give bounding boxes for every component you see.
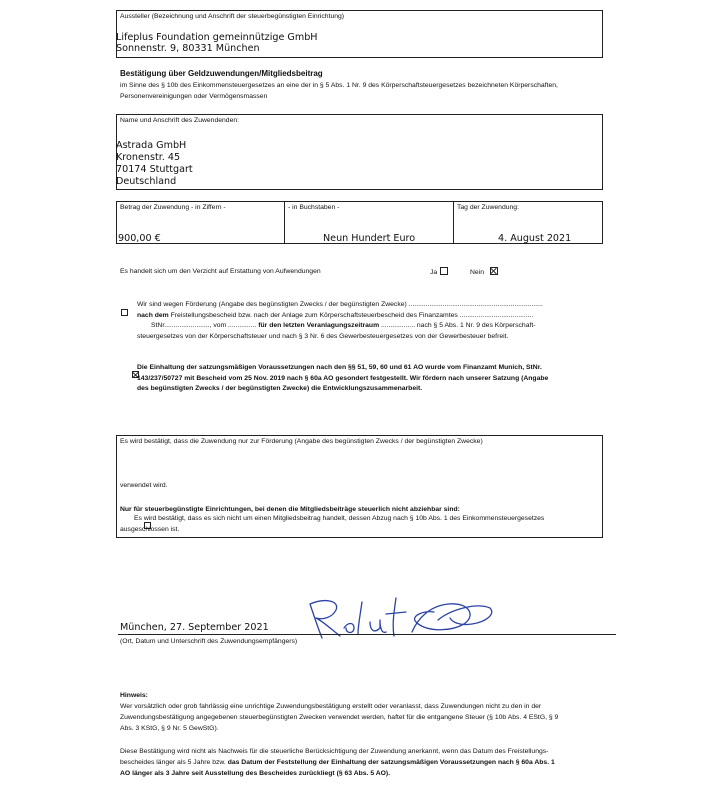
- option1-checkbox[interactable]: [121, 309, 128, 316]
- waiver-ja-checkbox[interactable]: [440, 267, 448, 275]
- issuer-name: Lifeplus Foundation gemeinnützige GmbH: [116, 32, 318, 43]
- donation-date-value: 4. August 2021: [498, 233, 572, 244]
- option1-line-3-rest: .................. nach § 5 Abs. 1 Nr. 9 des Körperschaft-: [379, 322, 536, 329]
- donor-label: Name und Anschrift des Zuwendenden:: [120, 117, 240, 124]
- members-line-1: Es wird bestätigt, dass es sich nicht um einen Mitgliedsbeitrag handelt, dessen Abzug nach § 10b Abs. 1 des Einkommensteuergesetzes: [134, 515, 545, 522]
- option1-line-2-rest: Freistellungsbescheid bzw. nach der Anlage zum Körperschaftsteuerbescheid des Finanzamtes .......................................: [168, 312, 534, 319]
- option1-period: für den letzten Veranlagungszeitraum: [258, 322, 380, 329]
- option2-line-1: Die Einhaltung der satzungsmäßigen Voraussetzungen nach den §§ 51, 59, 60 und 61 AO wurde vom Finanzamt Munich, StNr.: [137, 364, 542, 371]
- notice-p1-line-1: Wer vorsätzlich oder grob fahrlässig eine unrichtige Zuwendungsbestätigung erstellt oder veranlasst, dass Zuwendungen nicht zu den in der: [120, 703, 542, 710]
- members-line-2: ausgeschlossen ist.: [120, 526, 180, 533]
- signature-caption: (Ort, Datum und Unterschrift des Zuwendungsempfängers): [120, 638, 298, 645]
- document-title: Bestätigung über Geldzuwendungen/Mitgliedsbeitrag: [120, 69, 323, 78]
- option2-line-2: 143/237/50727 mit Bescheid vom 25 Nov. 2019 nach § 60a AO gesondert festgestellt. Wir fördern nach unserer Satzung (Angabe: [137, 375, 549, 382]
- notice-p2-line-2: [120, 758, 555, 768]
- waiver-ja-option[interactable]: [430, 267, 448, 278]
- option1-line-4: steuergesetzes von der Körperschaftsteuer und nach § 3 Nr. 6 des Gewerbesteuergesetzes von der Gewerbesteuer befreit.: [137, 333, 509, 340]
- donor-line-4: Deutschland: [116, 176, 177, 187]
- waiver-nein-option[interactable]: [470, 267, 498, 278]
- notice-p2-line-1: Diese Bestätigung wird nicht als Nachweis für die steuerliche Berücksichtigung der Zuwendung anerkannt, wenn das Datum des Freistellungs-: [120, 748, 549, 755]
- signature-line: [118, 634, 616, 635]
- confirm-line-1: Es wird bestätigt, dass die Zuwendung nur zur Förderung (Angabe des begünstigten Zwecks / der begünstigten Zwecke): [120, 438, 483, 445]
- notice-p1-line-2: Zuwendungsbestätigung angegebenen steuerbegünstigten Zwecken verwendet werden, haftet für die entgangene Steuer (§ 10b Abs. 4 EStG, § 9: [120, 714, 559, 721]
- amount-figures-value: 900,00 €: [118, 233, 161, 244]
- members-title: Nur für steuerbegünstigte Einrichtungen, bei denen die Mitgliedsbeiträge steuerlich nicht abziehbar sind:: [120, 506, 460, 513]
- notice-p1-line-3: Abs. 3 KStG, § 9 Nr. 5 GewStG).: [120, 725, 219, 732]
- option1-line-2: [137, 311, 533, 321]
- amount-divider-2: [453, 201, 454, 244]
- notice-p2-line-3: AO länger als 3 Jahre seit Ausstellung des Bescheides zurückliegt (§ 63 Abs. 5 AO).: [120, 770, 391, 777]
- amount-figures-label: Betrag der Zuwendung - in Ziffern -: [120, 204, 226, 211]
- donor-line-3: 70174 Stuttgart: [116, 164, 193, 175]
- waiver-ja-label: Ja: [430, 269, 438, 276]
- option1-nach-dem: nach dem: [137, 312, 169, 319]
- waiver-nein-label: Nein: [470, 269, 484, 276]
- notice-p2-line-2a: bescheides länger als 5 Jahre bzw.: [120, 759, 228, 766]
- notice-p2-line-2b: das Datum der Feststellung der Einhaltung der satzungsmäßigen Voraussetzungen nach § 60a Abs. 1: [227, 759, 555, 766]
- heading-line-2: Personenvereinigungen oder Vermögensmassen: [120, 93, 268, 100]
- option2-line-3: des begünstigten Zwecks / der begünstigten Zwecke) die Entwicklungszusammenarbeit.: [137, 385, 423, 392]
- donor-line-2: Kronenstr. 45: [116, 152, 181, 163]
- option1-stnr: StNr........................, vom ...............: [151, 322, 259, 329]
- signature-place-date: München, 27. September 2021: [120, 622, 269, 633]
- waiver-nein-checkbox[interactable]: [490, 267, 498, 275]
- confirm-used: verwendet wird.: [120, 482, 168, 489]
- handwritten-signature: [300, 592, 505, 644]
- amount-words-label: - in Buchstaben -: [288, 204, 340, 211]
- issuer-label: Aussteller (Bezeichnung und Anschrift der steuerbegünstigten Einrichtung): [120, 13, 345, 20]
- notice-title: Hinweis:: [120, 692, 148, 699]
- donor-line-1: Astrada GmbH: [116, 140, 187, 151]
- option1-line-3: [151, 321, 536, 331]
- option1-line-1: Wir sind wegen Förderung (Angabe des begünstigten Zwecks / der begünstigten Zwecke) .......................................................................: [137, 301, 543, 308]
- donation-date-label: Tag der Zuwendung:: [457, 204, 519, 211]
- waiver-question: Es handelt sich um den Verzicht auf Erstattung von Aufwendungen: [120, 268, 321, 275]
- heading-line-1: im Sinne des § 10b des Einkommensteuergesetzes an eine der in § 5 Abs. 1 Nr. 9 des Körperschaftsteuergesetzes bezeichneten Körperschaften,: [120, 82, 558, 89]
- issuer-address: Sonnenstr. 9, 80331 München: [116, 43, 260, 54]
- amount-divider-1: [284, 201, 285, 244]
- amount-words-value: Neun Hundert Euro: [323, 233, 416, 244]
